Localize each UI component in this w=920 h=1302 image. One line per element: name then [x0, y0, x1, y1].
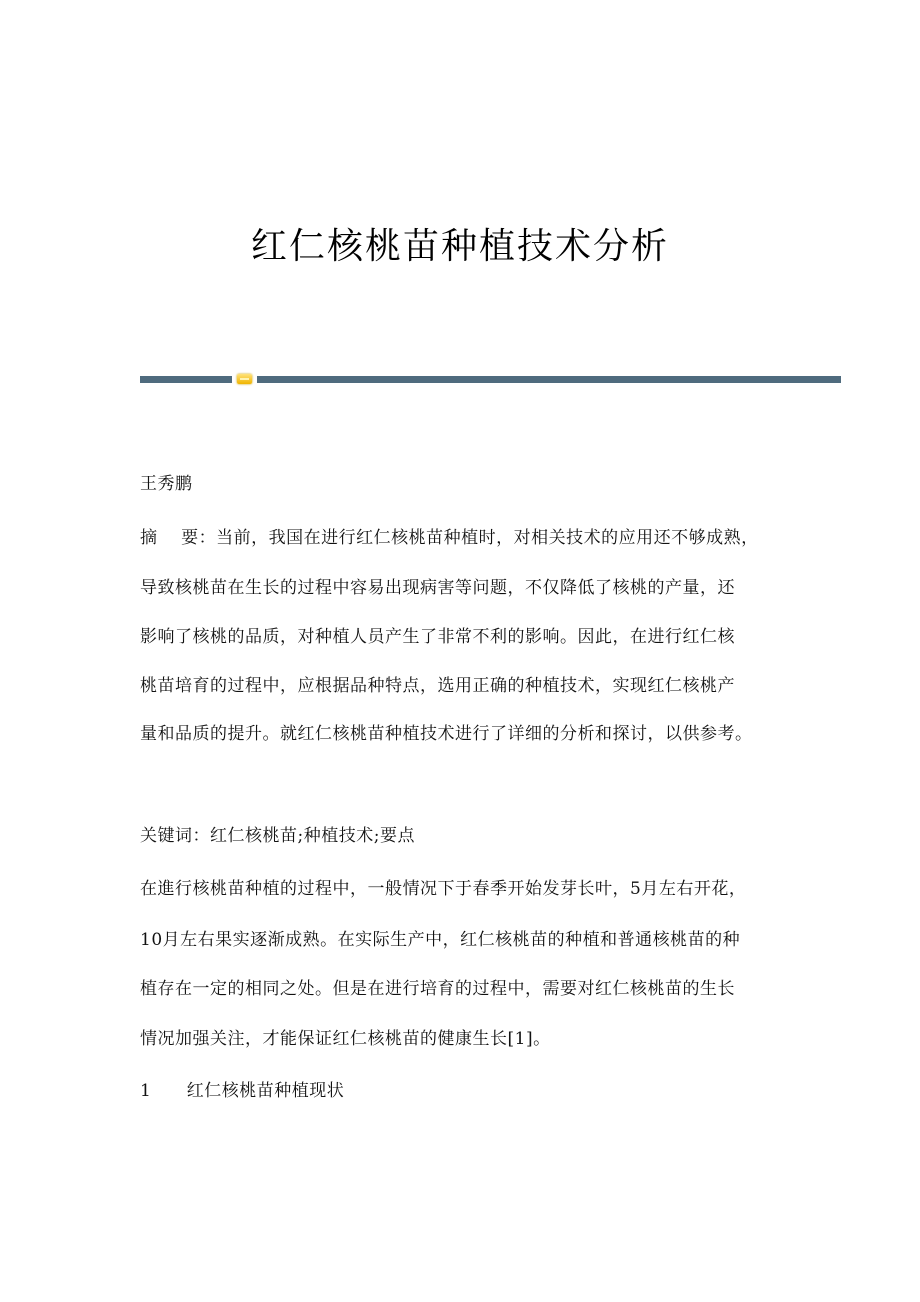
- abstract-line: 桃苗培育的过程中，应根据品种特点，选用正确的种植技术，实现红仁核桃产: [140, 676, 735, 696]
- author: 王秀鹏: [140, 474, 193, 494]
- document-title: 红仁核桃苗种植技术分析: [250, 226, 669, 267]
- divider-ornament-icon: [237, 374, 252, 384]
- divider-bar-left: [140, 376, 232, 383]
- body-line: 植存在一定的相同之处。但是在进行培育的过程中，需要对红仁核桃苗的生长: [140, 979, 735, 999]
- abstract-line: 影响了核桃的品质，对种植人员产生了非常不利的影响。因此，在进行红仁核: [140, 627, 735, 647]
- divider-bar-right: [257, 376, 841, 383]
- section-heading: 1 红仁核桃苗种植现状: [140, 1081, 345, 1101]
- abstract-line: 摘 要：当前，我国在进行红仁核桃苗种植时，对相关技术的应用还不够成熟，: [140, 528, 759, 548]
- body-line: 在進行核桃苗种植的过程中，一般情况下于春季开始发芽长叶，5月左右开花，: [140, 879, 747, 899]
- keywords: 关键词：红仁核桃苗;种植技术;要点: [140, 826, 415, 846]
- body-line: 10月左右果实逐渐成熟。在实际生产中，红仁核桃苗的种植和普通核桃苗的种: [140, 930, 741, 950]
- abstract-line: 导致核桃苗在生长的过程中容易出现病害等问题，不仅降低了核桃的产量，还: [140, 578, 735, 598]
- body-line: 情况加强关注，才能保证红仁核桃苗的健康生长[1]。: [140, 1029, 551, 1049]
- abstract-line: 量和品质的提升。就红仁核桃苗种植技术进行了详细的分析和探讨，以供参考。: [140, 724, 753, 744]
